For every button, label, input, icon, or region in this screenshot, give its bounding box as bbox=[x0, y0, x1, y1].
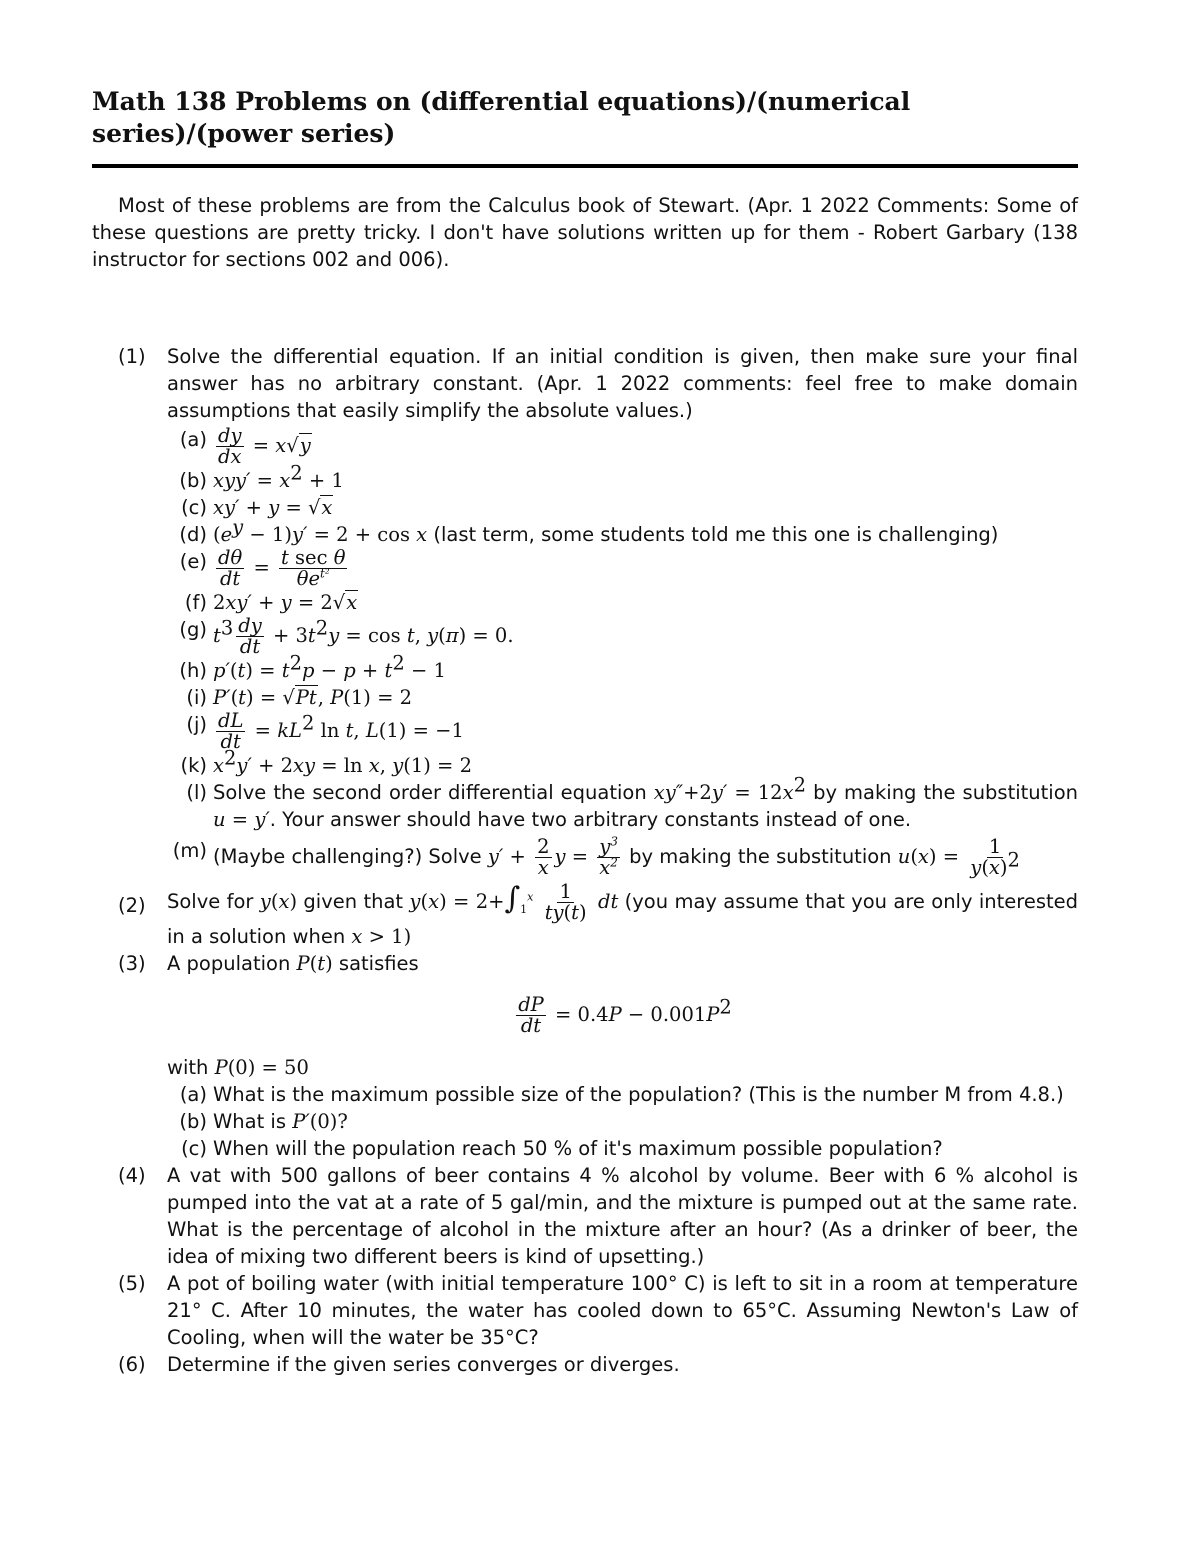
problem-4 bbox=[118, 1162, 1078, 1270]
problem-text: (you may assume that you are only interested in a solution when bbox=[167, 890, 1079, 948]
item-label: (b) bbox=[179, 1110, 207, 1133]
problem-number: (6) bbox=[118, 1353, 146, 1376]
problem-text: Determine if the given series converges or diverges. bbox=[167, 1353, 680, 1376]
problem-1h: (h) $p'(t) = t^2p - p + t^2 - 1$ bbox=[167, 657, 1078, 684]
item-label: (f) bbox=[184, 591, 207, 614]
problem-1e: (e) $\frac{d\theta}{dt}$ = $\frac{\text{t sec θ}}{\theta e^{t^2}}$ bbox=[167, 548, 1078, 589]
item-text: by making the substitution bbox=[629, 845, 892, 868]
problem-number: (1) bbox=[118, 345, 146, 368]
problem-1f: (f) 2xy′ + y = 2√x bbox=[167, 589, 1078, 616]
item-text: . Your answer should have two arbitrary constants instead of one. bbox=[269, 808, 912, 831]
problem-text: A population bbox=[167, 952, 291, 975]
problem-2: (2) Solve for y(x) given that $y(x) = 2+\int_1^x$ $\frac{1}{ty(t)}$ dt (you may assume that you are only interested in a solution when x > 1) bbox=[118, 880, 1079, 948]
problem-text: Solve the differential equation. If an initial condition is given, then make sure your final answer has no arbitrary constant. (Apr. 1 2022 comments: feel free to make domain assumptions that easily simplify the absolute values.) bbox=[167, 345, 1078, 422]
item-text: by making the substitution bbox=[813, 781, 1079, 804]
display-equation: $\frac{dP}{dt}$ = $0.4P - 0.001P^2$ bbox=[518, 993, 732, 1037]
problem-text: Solve for bbox=[167, 890, 254, 913]
item-label: (k) bbox=[180, 754, 207, 777]
problem-1a: (a) $\frac{dy}{dx}$ = x√y bbox=[167, 426, 1078, 467]
item-text: What is the maximum possible size of the population? (This is the number M from 4.8.) bbox=[213, 1083, 1064, 1106]
item-label: (e) bbox=[179, 550, 207, 573]
page-title: Math 138 Problems on (differential equations)/(numerical series)/(power series) bbox=[92, 87, 911, 148]
item-label: (d) bbox=[179, 523, 207, 546]
item-note: (last term, some students told me this one is challenging) bbox=[433, 523, 999, 546]
item-label: (j) bbox=[186, 713, 207, 736]
problem-text: with bbox=[167, 1056, 209, 1079]
problem-1d: (d) $(e^y - 1)y' = 2 + \cos x$ (last term, some students told me this one is challenging) bbox=[167, 521, 1078, 548]
problem-number: (4) bbox=[118, 1164, 146, 1187]
item-text: (Maybe challenging?) Solve bbox=[213, 845, 482, 868]
problem-1l: (l) Solve the second order differential equation $xy''+2y' = 12x^2$ by making the substitution u = y′. Your answer should have two arbitrary constants instead of one. bbox=[167, 779, 1078, 833]
problem-number: (2) bbox=[118, 894, 146, 917]
problem-text: satisfies bbox=[338, 952, 419, 975]
item-label: (b) bbox=[179, 469, 207, 492]
equation: $\frac{dy}{dx}$ bbox=[218, 424, 242, 468]
intro-paragraph: Most of these problems are from the Calculus book of Stewart. (Apr. 1 2022 Comments: Some of these questions are pretty tricky. I don't have solutions written up for them - Robert Garbary (138 instructor for sections 002 and 006). bbox=[92, 194, 1078, 271]
problem-1j: (j) $\frac{dL}{dt}$ = $kL^2$ ln t, L(1) = −1 bbox=[167, 711, 1078, 752]
problem-6 bbox=[118, 1351, 1078, 1378]
problem-1c: (c) xy′ + y = √x bbox=[167, 494, 1078, 521]
problem-3b: (b) What is P′(0)? bbox=[167, 1108, 1078, 1135]
problem-number: (3) bbox=[118, 952, 146, 975]
item-label: (a) bbox=[179, 428, 207, 451]
problem-1b: (b) $xyy' = x^2 + 1$ bbox=[167, 467, 1078, 494]
item-label: (h) bbox=[179, 659, 207, 682]
document-page bbox=[92, 86, 1079, 1376]
item-label: (c) bbox=[181, 496, 207, 519]
problem-3c bbox=[167, 1135, 1078, 1162]
item-label: (g) bbox=[179, 618, 207, 641]
problem-1i: (i) P′(t) = √Pt, P(1) = 2 bbox=[167, 684, 1078, 711]
problem-text: given that bbox=[303, 890, 404, 913]
problem-1m: (m) (Maybe challenging?) Solve y′ + $\frac{2}{x}$ y = $\frac{y^3}{x^2}$ by making the substitution u(x) = $\frac{1}{y(x)^2}$ bbox=[167, 837, 1078, 878]
problem-number: (5) bbox=[118, 1272, 146, 1295]
item-label: (m) bbox=[172, 839, 207, 862]
problem-1 bbox=[118, 343, 1078, 878]
item-label: (l) bbox=[186, 781, 207, 804]
problem-text: A vat with 500 gallons of beer contains 4 % alcohol by volume. Beer with 6 % alcohol is pumped into the vat at a rate of 5 gal/min, and the mixture is pumped out at the same rate. What is the percentage of alcohol in the mixture after an hour? (As a drinker of beer, the idea of mixing two different beers is kind of upsetting.) bbox=[167, 1164, 1078, 1268]
problem-1g: (g) $t^3$ $\frac{dy}{dt}$ + $3t^2y = \cos t$, y(π) = 0. bbox=[167, 616, 1078, 657]
problem-3: (3) A population P(t) satisfies $\frac{dP}{dt}$ = $0.4P - 0.001P^2$ with P(0) = 50 (a) What is the maximum possible size of the population? (This is the number M from 4.8.) (b) What is P′(0)? (c) When will the population reach 50 % of it's maximum possible population? bbox=[118, 950, 1078, 1162]
problem-text: A pot of boiling water (with initial temperature 100° C) is left to sit in a room at temperature 21° C. After 10 minutes, the water has cooled down to 65°C. Assuming Newton's Law of Cooling, when will the water be 35°C? bbox=[167, 1272, 1078, 1349]
problem-5 bbox=[118, 1270, 1078, 1351]
title-rule bbox=[92, 164, 1078, 168]
item-text: What is bbox=[213, 1110, 287, 1133]
item-label: (a) bbox=[179, 1083, 207, 1106]
item-text: When will the population reach 50 % of it's maximum possible population? bbox=[213, 1137, 943, 1160]
item-label: (i) bbox=[186, 686, 207, 709]
item-text: Solve the second order differential equation bbox=[213, 781, 647, 804]
problem-3a bbox=[167, 1081, 1078, 1108]
problem-list bbox=[118, 343, 1078, 1378]
item-label: (c) bbox=[181, 1137, 207, 1160]
problem-1k: (k) $x^2y' + 2xy = \ln x$, y(1) = 2 bbox=[167, 752, 1078, 779]
